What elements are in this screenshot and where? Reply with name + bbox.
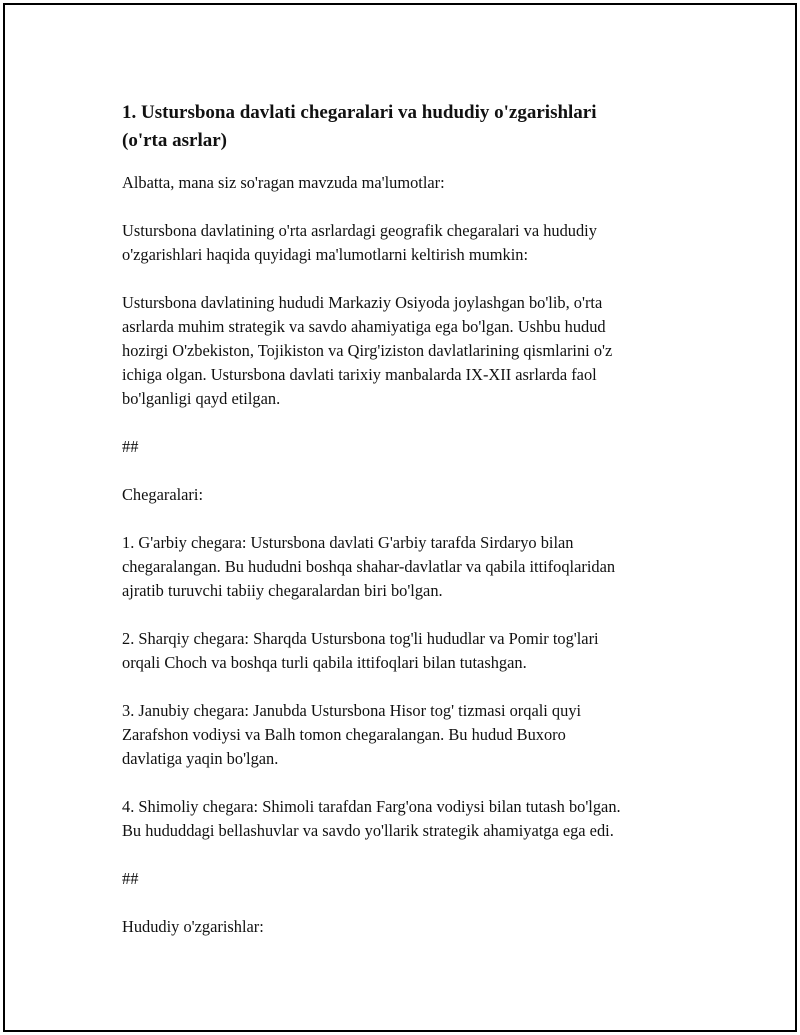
north-border-paragraph: 4. Shimoliy chegara: Shimoli tarafdan Farg'ona vodiysi bilan tutash bo'lgan. Bu hududdagi bellashuvlar va savdo yo'llarik strategik ahamiyatga ega edi.	[122, 797, 621, 840]
east-border-paragraph: 2. Sharqiy chegara: Sharqda Ustursbona tog'li hududlar va Pomir tog'lari orqali Choch va boshqa turli qabila ittifoqlari bilan tutashgan.	[122, 629, 599, 672]
territorial-changes-heading: Hududiy o'zgarishlar:	[122, 917, 264, 936]
west-border-paragraph: 1. G'arbiy chegara: Ustursbona davlati G'arbiy tarafda Sirdaryo bilan chegaralangan. Bu hududni boshqa shahar-davlatlar va qabila ittifoqlaridan ajratib turuvchi tabiiy chegaralardan biri bo'lgan.	[122, 533, 616, 600]
document-title: 1. Ustursbona davlati chegaralari va hududiy o'zgarishlari (o'rta asrlar)	[122, 102, 597, 151]
intro-paragraph: Albatta, mana siz so'ragan mavzuda ma'lumotlar:	[122, 173, 445, 192]
territory-paragraph: Ustursbona davlatining hududi Markaziy Osiyoda joylashgan bo'lib, o'rta asrlarda muhim strategik va savdo ahamiyatiga ega bo'lgan. Ushbu hudud hozirgi O'zbekiston, Tojikiston va Qirg'iziston davlatlarining qismlarini o'z ichiga olgan. Ustursbona davlati tarixiy manbalarda IX-XII asrlarda faol bo'lganligi qayd etilgan.	[122, 293, 613, 408]
section-divider: ##	[122, 869, 139, 888]
section-divider: ##	[122, 437, 139, 456]
south-border-paragraph: 3. Janubiy chegara: Janubda Ustursbona Hisor tog' tizmasi orqali quyi Zarafshon vodiysi va Balh tomon chegaralangan. Bu hudud Buxoro davlatiga yaqin bo'lgan.	[122, 701, 582, 768]
page-frame	[3, 3, 797, 1032]
document-body	[122, 99, 694, 963]
overview-paragraph: Ustursbona davlatining o'rta asrlardagi geografik chegaralari va hududiy o'zgarishlari haqida quyidagi ma'lumotlarni keltirish mumkin:	[122, 221, 597, 264]
borders-heading: Chegaralari:	[122, 485, 204, 504]
